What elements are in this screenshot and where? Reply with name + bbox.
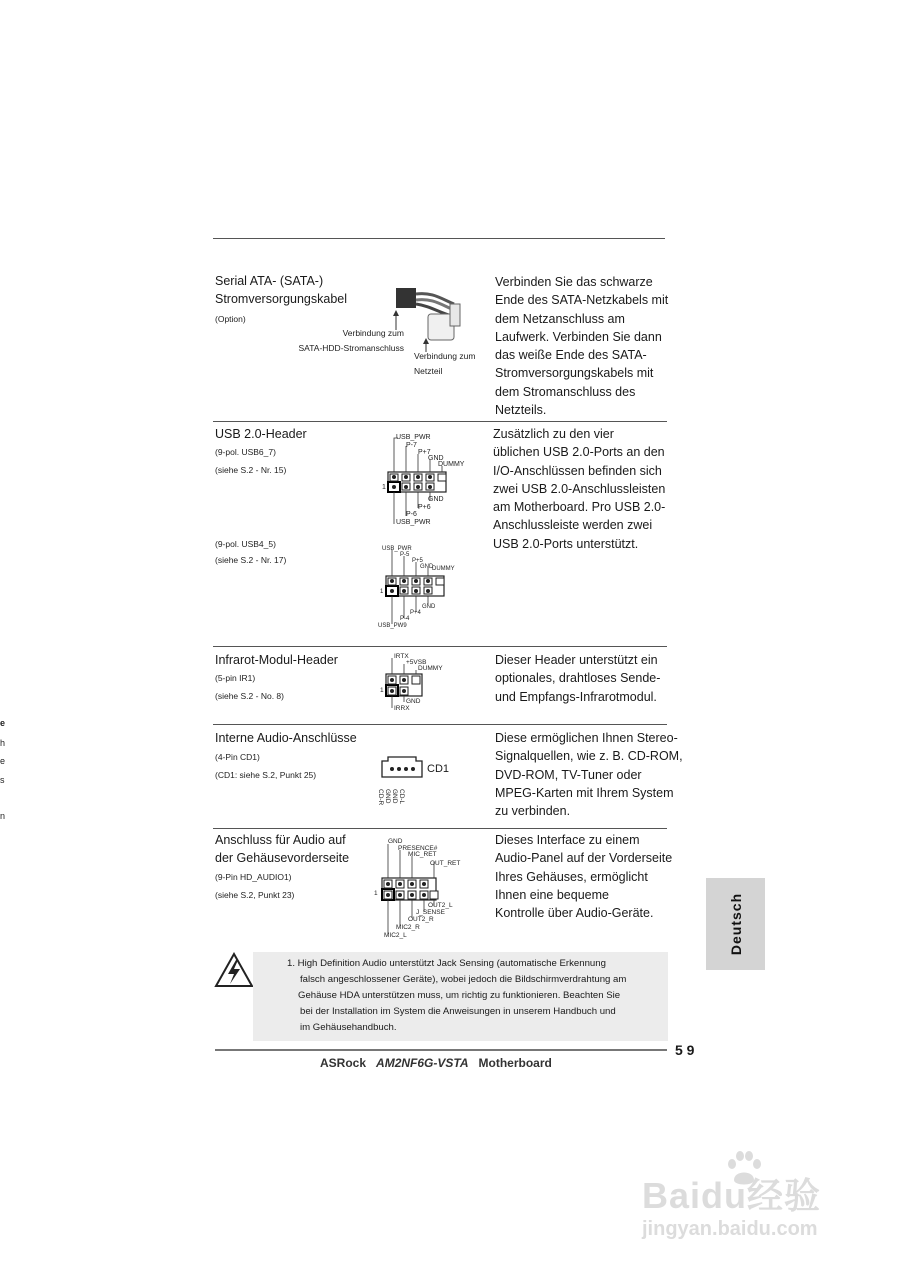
sata-psu-label: Verbindung zum Netzteil	[414, 351, 476, 376]
hd-audio-pin-label: OUT2_L	[428, 902, 453, 909]
bottom-rule	[215, 1049, 667, 1051]
usb-pin-label: DUMMY	[432, 566, 455, 572]
usb-pin-label: GND	[422, 604, 436, 610]
usb-pin-label: GND	[420, 564, 434, 570]
usb-subtitle-1: (9-pol. USB6_7)	[215, 447, 276, 457]
usb-pin-label: P-5	[400, 552, 410, 558]
note-line: bei der Installation im System die Anweisungen in unserem Handbuch und	[300, 1006, 616, 1017]
language-side-tab	[706, 878, 765, 970]
hd-audio-pin-label: GND	[388, 838, 403, 845]
usb-pin-label: USB_PW9	[378, 623, 407, 629]
cd1-label: CD1	[427, 763, 450, 775]
sata-power-subtitle: (Option)	[215, 314, 246, 324]
ir-subtitle-2: (siehe S.2 - No. 8)	[215, 691, 284, 701]
usb6-7-header-diagram	[384, 432, 474, 528]
margin-fragment: h	[0, 738, 6, 748]
usb-pin-label: P-6	[406, 511, 417, 518]
ir-pin-label: IRRX	[394, 705, 410, 712]
cd-pin-label: CD-R	[377, 789, 384, 806]
hd-audio-title: Anschluss für Audio auf der Gehäusevorderseite	[215, 833, 350, 865]
watermark-url: jingyan.baidu.com	[642, 1218, 818, 1240]
hd-audio-pin-label: MIC_RET	[408, 851, 437, 858]
pin-one-marker: 1	[380, 687, 384, 694]
ir-description: Dieser Header unterstützt ein optionales, drahtloses Sende- und Empfangs-Infrarotmodul.	[495, 653, 661, 704]
note-line: 1. High Definition Audio unterstützt Jack Sensing (automatische Erkennung	[287, 958, 606, 969]
sata-power-description: Verbinden Sie das schwarze Ende des SATA-Netzkabels mit dem Netzanschluss am Laufwerk. Verbinden Sie dann das weiße Ende des SATA- Stromversorgungskabels mit dem Stromanschluss des Netzteils.	[495, 275, 669, 418]
usb-pin-label: USB_PWR	[396, 519, 431, 526]
usb-subtitle-4: (siehe S.2 - Nr. 17)	[215, 555, 287, 565]
footer-brand: ASRock	[320, 1056, 367, 1070]
usb-subtitle-3: (9-pol. USB4_5)	[215, 539, 276, 549]
usb-pin-label: P-7	[406, 442, 417, 449]
watermark	[640, 1150, 890, 1250]
usb-pin-label: P+4	[410, 610, 421, 616]
usb4-5-header-diagram	[378, 544, 468, 632]
usb-pin-label: P+7	[418, 449, 431, 456]
pin-one-marker: 1	[374, 890, 378, 897]
cd-pin-label: CD-L	[398, 789, 405, 805]
margin-fragment: n	[0, 811, 6, 821]
usb-subtitle-2: (siehe S.2 - Nr. 15)	[215, 465, 287, 475]
usb-pin-label: P+5	[412, 558, 423, 564]
note-line: falsch angeschlossener Geräte), wobei jedoch die Bildschirmverdrahtung am	[300, 974, 627, 985]
section-divider	[213, 646, 667, 647]
top-rule	[213, 238, 665, 239]
hd-audio-subtitle-1: (9-Pin HD_AUDIO1)	[215, 872, 292, 882]
usb-pin-label: GND	[428, 496, 444, 503]
usb-pin-label: P+6	[418, 504, 431, 511]
hd-audio-description: Dieses Interface zu einem Audio-Panel auf der Vorderseite Ihres Gehäuses, ermöglicht Ihnen eine bequeme Kontrolle über Audio-Geräte.	[495, 833, 673, 921]
pin-one-marker: 1	[380, 589, 384, 595]
usb-description: Zusätzlich zu den vier üblichen USB 2.0-Ports an den I/O-Anschlüssen befinden sich zwei USB 2.0-Anschlussleisten am Motherboard. Pro USB 2.0- Anschlussleiste werden zwei USB 2.0-Ports unterstützt.	[493, 427, 666, 551]
footer-model: AM2NF6G-VSTA	[376, 1056, 469, 1070]
hd-audio-subtitle-2: (siehe S.2, Punkt 23)	[215, 890, 295, 900]
cd-audio-title: Interne Audio-Anschlüsse	[215, 731, 357, 745]
ir-header-title: Infrarot-Modul-Header	[215, 653, 338, 667]
footer	[320, 1056, 552, 1070]
hd-audio-pin-label: MIC2_L	[384, 932, 407, 939]
pin-one-marker: 1	[382, 484, 386, 491]
usb-pin-label: USB_PWR	[396, 434, 431, 441]
note-line: Gehäuse HDA unterstützen muss, um richtig zu funktionieren. Beachten Sie	[298, 990, 621, 1001]
usb-header-title: USB 2.0-Header	[215, 427, 307, 441]
section-divider	[213, 421, 667, 422]
hd-audio-pin-label: J_SENSE	[416, 909, 445, 916]
hd-audio-pin-label: MIC2_R	[396, 924, 420, 931]
warning-icon	[214, 952, 254, 988]
ir-header-diagram	[380, 652, 460, 714]
ir-pin-label: GND	[406, 698, 421, 705]
ir-pin-label: +5VSB	[406, 659, 427, 666]
cd-pin-label: GND	[384, 789, 391, 804]
cd1-connector-diagram	[377, 755, 470, 806]
cd-audio-subtitle-2: (CD1: siehe S.2, Punkt 25)	[215, 770, 317, 780]
margin-fragment: e	[0, 718, 6, 728]
note-line: im Gehäusehandbuch.	[300, 1022, 397, 1033]
section-divider	[213, 828, 667, 829]
cd-audio-description: Diese ermöglichen Ihnen Stereo- Signalquellen, wie z. B. CD-ROM, DVD-ROM, TV-Tuner oder MPEG-Karten mit Ihrem System zu verbinden.	[495, 731, 683, 819]
usb-pin-label: DUMMY	[438, 461, 465, 468]
hd-audio-note	[253, 952, 668, 1041]
ir-pin-label: DUMMY	[418, 665, 443, 672]
language-label: Deutsch	[727, 892, 744, 956]
footer-suffix: Motherboard	[478, 1056, 552, 1070]
page-number: 5 9	[675, 1042, 695, 1058]
ir-subtitle-1: (5-pin IR1)	[215, 673, 256, 683]
margin-fragment: s	[0, 775, 5, 785]
hd-audio-pin-label: PRESENCE#	[398, 845, 438, 852]
cd-pin-label: GND	[391, 789, 398, 804]
usb-pin-label: USB_PWR	[382, 546, 412, 552]
hd-audio-pin-label: OUT_RET	[430, 860, 461, 867]
hd-audio-header-diagram	[372, 836, 472, 944]
usb-pin-label: P-4	[400, 616, 410, 622]
usb-pin-label: GND	[428, 455, 444, 462]
margin-fragment: e	[0, 756, 6, 766]
sata-hdd-label: Verbindung zum SATA-HDD-Stromanschluss	[298, 328, 404, 353]
hd-audio-pin-label: OUT2_R	[408, 916, 434, 923]
sata-power-title: Serial ATA- (SATA-) Stromversorgungskabel	[215, 274, 348, 306]
section-divider	[213, 724, 667, 725]
watermark-logo: Baidu经验	[642, 1175, 822, 1216]
ir-pin-label: IRTX	[394, 653, 409, 660]
cd-audio-subtitle-1: (4-Pin CD1)	[215, 752, 260, 762]
